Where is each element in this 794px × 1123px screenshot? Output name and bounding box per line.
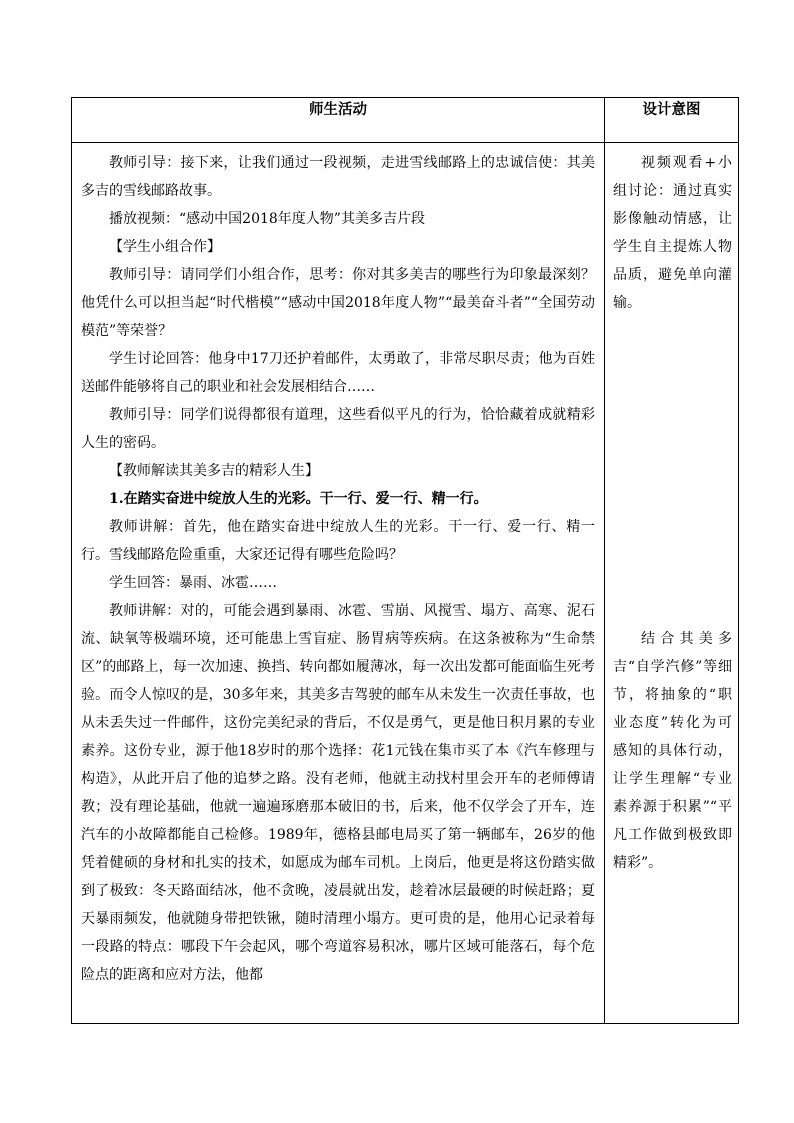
activity-paragraph: 播放视频：“感动中国2018年度人物”其美多吉片段 <box>109 211 425 227</box>
section-label: 【教师解读其美多吉的精彩人生】 <box>109 463 319 479</box>
intent-spacer <box>613 317 732 625</box>
header-design-intent: 设计意图 <box>605 98 739 143</box>
activity-paragraph: 教师引导：接下来，让我们通过一段视频，走进雪线邮路上的忠诚信使：其美多吉的雪线邮路故事。 <box>81 155 595 199</box>
activity-paragraph: 学生讨论回答：他身中17刀还护着邮件，太勇敢了，非常尽职尽责；他为百姓送邮件能够将自己的职业和社会发展相结合…… <box>81 351 595 395</box>
activity-cell <box>72 143 605 1024</box>
activity-paragraph: 教师引导：同学们说得都很有道理，这些看似平凡的行为，恰恰藏着成就精彩人生的密码。 <box>81 407 595 451</box>
intent-paragraph: 结合其美多吉“自学汽修”等细节，将抽象的“职业态度”转化为可感知的具体行动，让学生理解“专业素养源于积累”“平凡工作做到极致即精彩”。 <box>613 631 732 871</box>
intent-paragraph: 视频观看+小组讨论：通过真实影像触动情感，让学生自主提炼人物品质，避免单向灌输。 <box>613 155 732 311</box>
intent-content <box>605 143 738 877</box>
table-header-row <box>72 98 739 143</box>
subheading: 1.在踏实奋进中绽放人生的光彩。干一行、爱一行、精一行。 <box>109 491 488 507</box>
section-label: 【学生小组合作】 <box>109 239 221 255</box>
activity-paragraph: 教师讲解：首先，他在踏实奋进中绽放人生的光彩。干一行、爱一行、精一行。雪线邮路危险重重，大家还记得有哪些危险吗？ <box>81 519 595 563</box>
header-teacher-student-activity: 师生活动 <box>72 98 605 143</box>
activity-paragraph: 学生回答：暴雨、冰雹…… <box>109 575 277 591</box>
activity-paragraph: 教师引导：请同学们小组合作，思考：你对其多美吉的哪些行为印象最深刻？他凭什么可以担当起“时代楷模”“感动中国2018年度人物”“最美奋斗者”“全国劳动模范”等荣誉？ <box>81 267 595 339</box>
activity-content <box>72 143 604 989</box>
table-body-row <box>72 143 739 1024</box>
lesson-plan-table <box>71 97 739 1024</box>
activity-paragraph: 教师讲解：对的，可能会遇到暴雨、冰雹、雪崩、风搅雪、塌方、高寒、泥石流、缺氧等极端环境，还可能患上雪盲症、肠胃病等疾病。在这条被称为“生命禁区”的邮路上，每一次加速、换挡、转向都如履薄冰，每一次出发都可能面临生死考验。而令人惊叹的是，30多年来，其美多吉驾驶的邮车从未发生一次责任事故，也从未丢失过一件邮件，这份完美纪录的背后，不仅是勇气，更是他日积月累的专业素养。这份专业，源于他18岁时的那个选择：花1元钱在集市买了本《汽车修理与构造》，从此开启了他的追梦之路。没有老师，他就主动找村里会开车的老师傅请教；没有理论基础，他就一遍遍琢磨那本破旧的书，后来，他不仅学会了开车，连汽车的小故障都能自己检修。1989年，德格县邮电局买了第一辆邮车，26岁的他凭着健硕的身材和扎实的技术，如愿成为邮车司机。上岗后，他更是将这份踏实做到了极致：冬天路面结冰，他不贪晚，凌晨就出发，趁着冰层最硬的时候赶路；夏天暴雨频发，他就随身带把铁锹，随时清理小塌方。更可贵的是，他用心记录着每一段路的特点：哪段下午会起风，哪个弯道容易积冰，哪片区域可能落石，每个危险点的距离和应对方法，他都 <box>81 603 595 983</box>
intent-cell <box>605 143 739 1024</box>
